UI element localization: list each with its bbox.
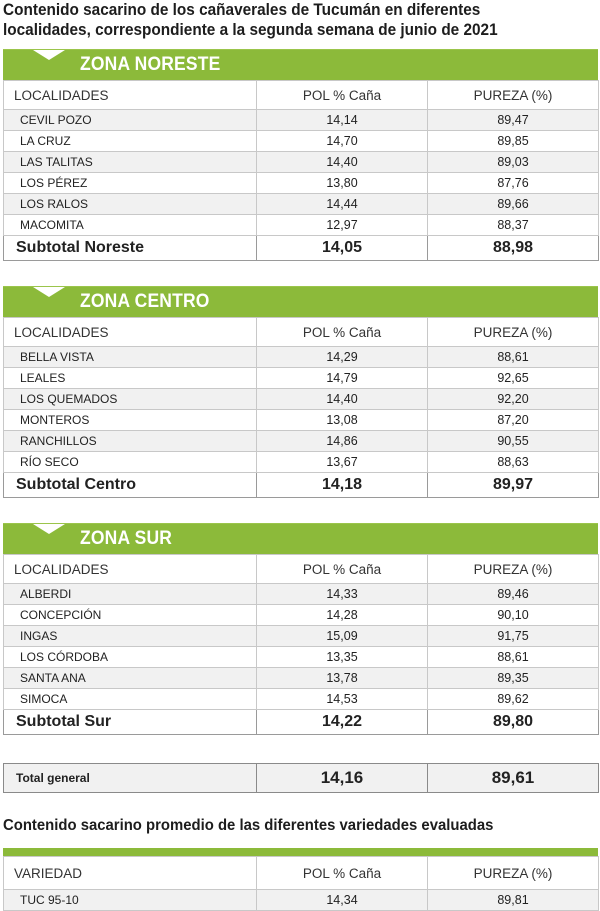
cell-pol: 14,53 [257, 689, 428, 710]
cell-pol: 14,40 [257, 152, 428, 173]
col-header-pureza: PUREZA (%) [428, 857, 599, 890]
cell-localidad: BELLA VISTA [4, 347, 257, 368]
col-header-localidades: LOCALIDADES [4, 81, 257, 110]
table-row [4, 131, 599, 152]
notch-decoration [33, 524, 65, 534]
subtotal-pol: 14,22 [257, 710, 428, 735]
varieties-header-bar [3, 848, 598, 856]
col-header-localidades: LOCALIDADES [4, 555, 257, 584]
cell-pureza: 88,37 [428, 215, 599, 236]
notch-decoration [33, 287, 65, 297]
zone-noreste [3, 49, 598, 261]
cell-pureza: 89,35 [428, 668, 599, 689]
cell-pureza: 90,10 [428, 605, 599, 626]
cell-pol: 13,80 [257, 173, 428, 194]
cell-pol: 14,34 [257, 890, 428, 911]
zone-header-bar [3, 49, 598, 80]
cell-pureza: 89,46 [428, 584, 599, 605]
table-row [4, 689, 599, 710]
cell-localidad: INGAS [4, 626, 257, 647]
cell-pureza: 88,61 [428, 347, 599, 368]
cell-pol: 14,86 [257, 431, 428, 452]
cell-pol: 14,28 [257, 605, 428, 626]
cell-pol: 12,97 [257, 215, 428, 236]
col-header-pol: POL % Caña [257, 857, 428, 890]
zone-table [3, 554, 599, 735]
table-row [4, 605, 599, 626]
total-row [4, 764, 599, 793]
zone-table [3, 80, 599, 261]
subtotal-pureza: 89,80 [428, 710, 599, 735]
total-pol: 14,16 [257, 764, 428, 793]
cell-pol: 14,40 [257, 389, 428, 410]
cell-pol: 13,78 [257, 668, 428, 689]
cell-localidad: ALBERDI [4, 584, 257, 605]
table-row [4, 452, 599, 473]
cell-variedad: TUC 95-10 [4, 890, 257, 911]
cell-localidad: SIMOCA [4, 689, 257, 710]
subtotal-label: Subtotal Sur [4, 710, 257, 735]
col-header-localidades: LOCALIDADES [4, 318, 257, 347]
cell-pol: 14,44 [257, 194, 428, 215]
cell-localidad: LEALES [4, 368, 257, 389]
cell-pol: 14,33 [257, 584, 428, 605]
table-row [4, 173, 599, 194]
cell-pureza: 89,47 [428, 110, 599, 131]
cell-pureza: 89,66 [428, 194, 599, 215]
varieties-table [3, 856, 599, 911]
cell-pureza: 88,63 [428, 452, 599, 473]
cell-pureza: 92,20 [428, 389, 599, 410]
cell-pureza: 88,61 [428, 647, 599, 668]
table-row [4, 110, 599, 131]
zone-centro [3, 286, 598, 498]
varieties-section [3, 848, 598, 911]
cell-pureza: 89,62 [428, 689, 599, 710]
cell-pureza: 87,20 [428, 410, 599, 431]
subtotal-row [4, 710, 599, 735]
cell-pureza: 87,76 [428, 173, 599, 194]
zone-sur [3, 523, 598, 735]
table-row [4, 347, 599, 368]
cell-localidad: LOS QUEMADOS [4, 389, 257, 410]
subtotal-row [4, 473, 599, 498]
subtotal-row [4, 236, 599, 261]
cell-pureza: 89,81 [428, 890, 599, 911]
zone-title: ZONA CENTRO [80, 291, 210, 312]
col-header-pureza: PUREZA (%) [428, 81, 599, 110]
table-row [4, 668, 599, 689]
total-label: Total general [4, 764, 257, 793]
cell-localidad: CEVIL POZO [4, 110, 257, 131]
cell-localidad: RÍO SECO [4, 452, 257, 473]
header-row [4, 318, 599, 347]
table-row [4, 389, 599, 410]
cell-localidad: LOS PÉREZ [4, 173, 257, 194]
col-header-pureza: PUREZA (%) [428, 555, 599, 584]
zone-header-bar [3, 523, 598, 554]
notch-decoration [33, 50, 65, 60]
table-row [4, 152, 599, 173]
cell-pureza: 89,03 [428, 152, 599, 173]
cell-pureza: 90,55 [428, 431, 599, 452]
table-row [4, 626, 599, 647]
varieties-title: Contenido sacarino promedio de las diferentes variedades evaluadas [3, 817, 494, 834]
cell-localidad: CONCEPCIÓN [4, 605, 257, 626]
table-row [4, 194, 599, 215]
table-row [4, 431, 599, 452]
cell-localidad: MACOMITA [4, 215, 257, 236]
cell-localidad: LOS CÓRDOBA [4, 647, 257, 668]
cell-pol: 14,70 [257, 131, 428, 152]
cell-pol: 14,29 [257, 347, 428, 368]
table-row [4, 647, 599, 668]
zone-table [3, 317, 599, 498]
zone-header-bar [3, 286, 598, 317]
subtotal-pol: 14,05 [257, 236, 428, 261]
cell-pol: 13,35 [257, 647, 428, 668]
header-row [4, 555, 599, 584]
page-title: Contenido sacarino de los cañaverales de Tucumán en diferentes localidades, correspondiente a la segunda semana de junio de 2021 [3, 1, 498, 39]
cell-pol: 14,14 [257, 110, 428, 131]
zone-title: ZONA NORESTE [80, 54, 221, 75]
col-header-pol: POL % Caña [257, 81, 428, 110]
cell-localidad: SANTA ANA [4, 668, 257, 689]
table-row [4, 410, 599, 431]
col-header-pureza: PUREZA (%) [428, 318, 599, 347]
col-header-pol: POL % Caña [257, 555, 428, 584]
total-pureza: 89,61 [428, 764, 599, 793]
cell-localidad: LOS RALOS [4, 194, 257, 215]
zone-title: ZONA SUR [80, 528, 173, 549]
cell-localidad: MONTEROS [4, 410, 257, 431]
cell-pureza: 91,75 [428, 626, 599, 647]
subtotal-label: Subtotal Noreste [4, 236, 257, 261]
col-header-variedad: VARIEDAD [4, 857, 257, 890]
subtotal-label: Subtotal Centro [4, 473, 257, 498]
cell-pureza: 92,65 [428, 368, 599, 389]
header-row [4, 857, 599, 890]
cell-localidad: RANCHILLOS [4, 431, 257, 452]
cell-pureza: 89,85 [428, 131, 599, 152]
cell-pol: 14,79 [257, 368, 428, 389]
cell-pol: 13,67 [257, 452, 428, 473]
total-general-table [3, 763, 599, 793]
table-row [4, 368, 599, 389]
table-row [4, 584, 599, 605]
cell-pol: 15,09 [257, 626, 428, 647]
cell-pol: 13,08 [257, 410, 428, 431]
cell-localidad: LA CRUZ [4, 131, 257, 152]
table-row [4, 890, 599, 911]
col-header-pol: POL % Caña [257, 318, 428, 347]
subtotal-pureza: 89,97 [428, 473, 599, 498]
subtotal-pol: 14,18 [257, 473, 428, 498]
subtotal-pureza: 88,98 [428, 236, 599, 261]
table-row [4, 215, 599, 236]
cell-localidad: LAS TALITAS [4, 152, 257, 173]
header-row [4, 81, 599, 110]
